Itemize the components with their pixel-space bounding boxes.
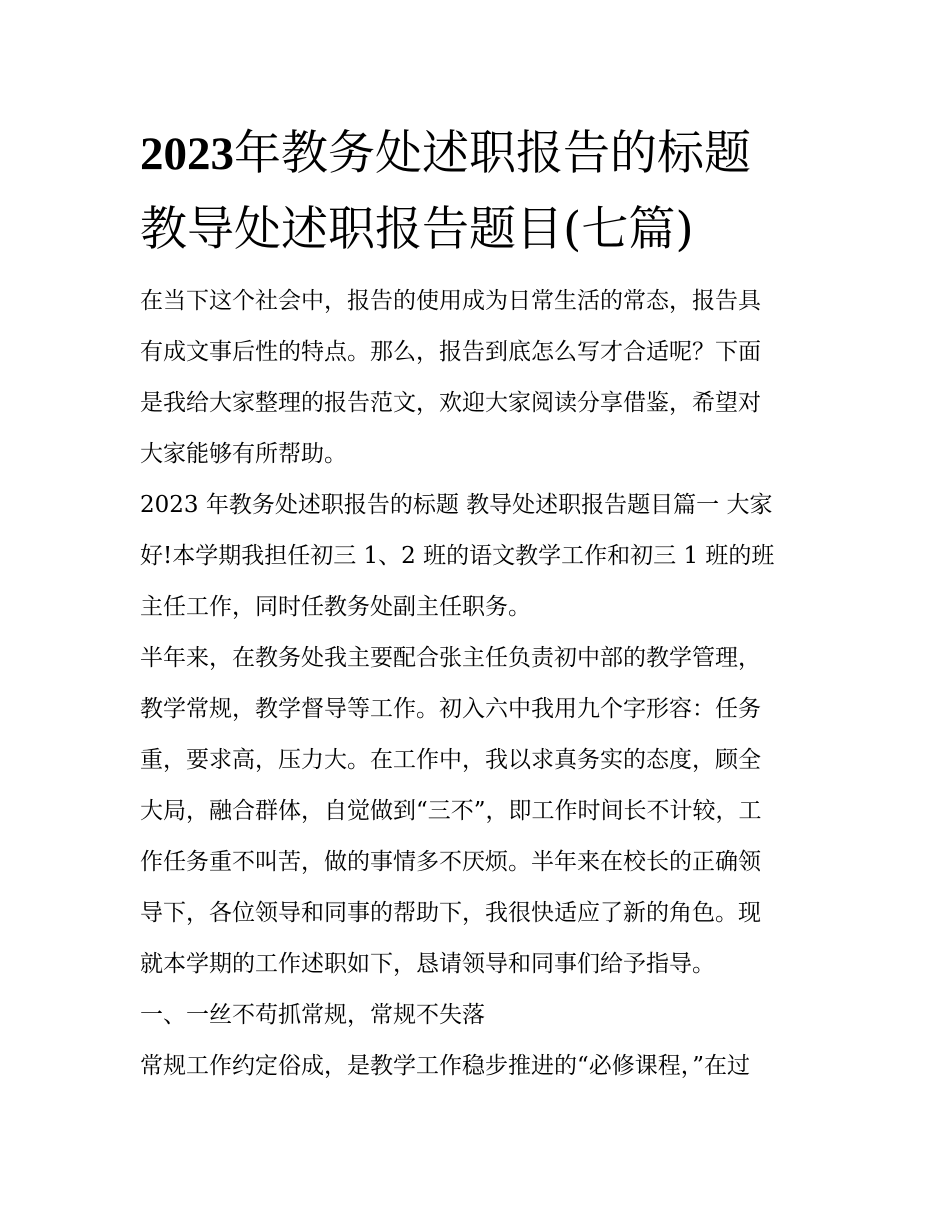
text-line: 好!本学期我担任初三 1、2 班的语文教学工作和初三 1 班的班 (140, 543, 775, 569)
title-line (140, 116, 820, 192)
document-title (140, 116, 820, 268)
text-line: 一、一丝不苟抓常规，常规不失落 (140, 1002, 485, 1028)
text-line: 重，要求高，压力大。在工作中，我以求真务实的态度，顾全 (140, 747, 761, 773)
paragraph-half-year (140, 633, 820, 990)
title-line: 教导处述职报告题目(七篇) (140, 202, 694, 257)
text-line: 2023 年教务处述职报告的标题 教导处述职报告题目篇一 大家 (140, 492, 773, 518)
text-line: 半年来，在教务处我主要配合张主任负责初中部的教学管理， (140, 645, 761, 671)
text-line: 有成文事后性的特点。那么，报告到底怎么写才合适呢？下面 (140, 339, 761, 365)
text-line: 是我给大家整理的报告范文，欢迎大家阅读分享借鉴，希望对 (140, 390, 761, 416)
text-line: 就本学期的工作述职如下，恳请领导和同事们给予指导。 (140, 951, 715, 977)
text-line: 大局，融合群体，自觉做到“三不”，即工作时间长不计较，工 (140, 798, 762, 824)
text-line: 在当下这个社会中，报告的使用成为日常生活的常态，报告具 (140, 288, 761, 314)
section-heading (140, 990, 820, 1041)
text-line: 作任务重不叫苦，做的事情多不厌烦。半年来在校长的正确领 (140, 849, 761, 875)
text-line: 主任工作，同时任教务处副主任职务。 (140, 594, 531, 620)
text-line: 大家能够有所帮助。 (140, 441, 347, 467)
text-line: 教学常规，教学督导等工作。初入六中我用九个字形容：任务 (140, 696, 761, 722)
title-line1-text: 年教务处述职报告的标题 (234, 126, 751, 181)
document-body (140, 276, 820, 1092)
paragraph-intro (140, 276, 820, 480)
paragraph-section-one-intro (140, 480, 820, 633)
text-line: 导下，各位领导和同事的帮助下，我很快适应了新的角色。现 (140, 900, 761, 926)
paragraph-routine (140, 1041, 820, 1092)
text-line: 常规工作约定俗成，是教学工作稳步推进的“必修课程，”在过 (140, 1053, 751, 1079)
title-year: 2023 (140, 128, 234, 180)
